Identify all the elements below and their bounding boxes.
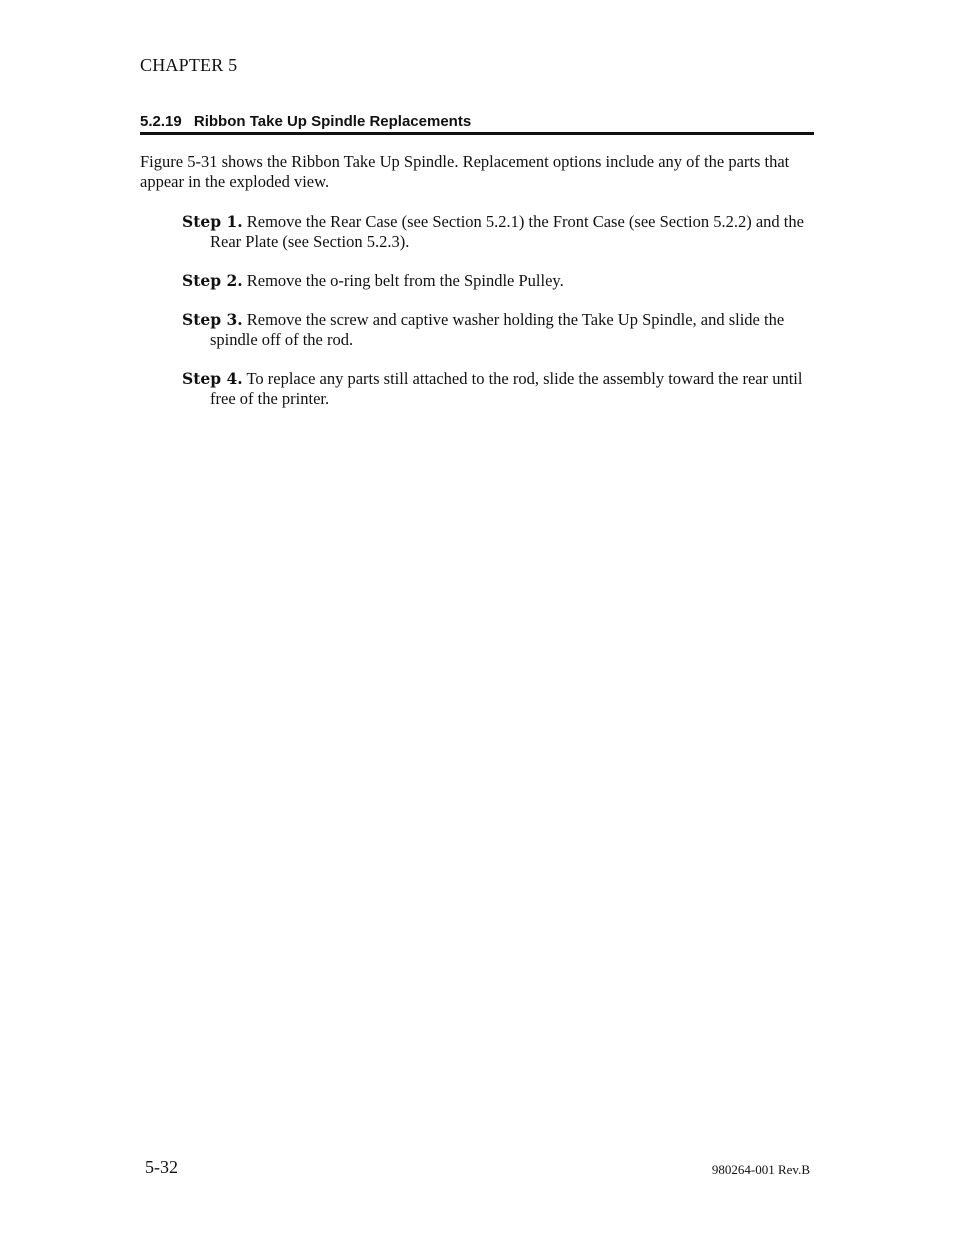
step-list <box>182 212 822 428</box>
step-text: Remove the screw and captive washer holding the Take Up Spindle, and slide the spindle off of the rod. <box>210 310 785 349</box>
step-item <box>182 271 822 291</box>
document-revision: 980264-001 Rev.B <box>711 1162 810 1177</box>
step-text: To replace any parts still attached to the rod, slide the assembly toward the rear until free of the printer. <box>210 369 803 408</box>
step-label: Step 2. <box>182 271 243 290</box>
step-text: Remove the Rear Case (see Section 5.2.1) the Front Case (see Section 5.2.2) and the Rear Plate (see Section 5.2.3). <box>210 212 804 251</box>
step-item <box>182 369 822 409</box>
step-item <box>182 212 822 252</box>
step-label: Step 1. <box>182 212 243 231</box>
section-number: 5.2.19 <box>140 113 182 130</box>
section-title: Ribbon Take Up Spindle Replacements <box>193 113 472 130</box>
chapter-header: CHAPTER 5 <box>140 55 238 75</box>
step-label: Step 4. <box>182 369 243 388</box>
intro-paragraph: Figure 5-31 shows the Ribbon Take Up Spindle. Replacement options include any of the parts that appear in the exploded view. <box>140 152 790 191</box>
step-label: Step 3. <box>182 310 243 329</box>
step-item <box>182 310 822 350</box>
page-number: 5-32 <box>145 1157 178 1177</box>
step-text: Remove the o-ring belt from the Spindle Pulley. <box>246 271 564 290</box>
section-heading <box>140 113 814 135</box>
